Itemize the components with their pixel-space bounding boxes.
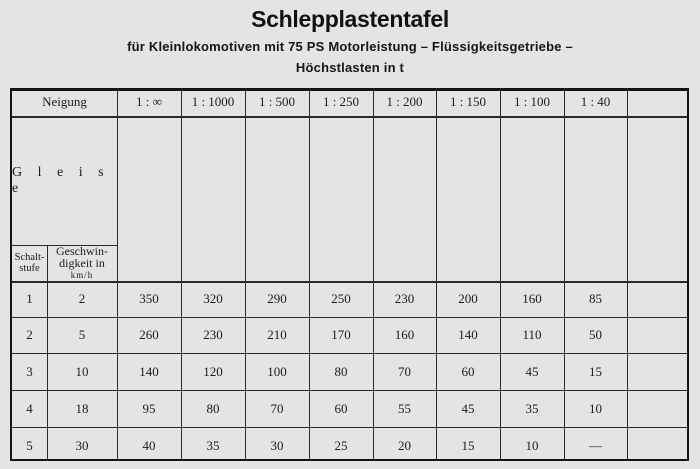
load-value-cell: 320 [203, 291, 223, 306]
gradient-header: 1 : 250 [322, 94, 360, 109]
load-value-cell: 50 [589, 327, 602, 342]
speed-cell: 18 [75, 400, 89, 416]
load-value-cell: 35 [525, 400, 539, 416]
load-value-cell: 160 [394, 327, 415, 342]
load-value-cell: 15 [589, 363, 602, 379]
gradient-header: 1 : 1000 [191, 94, 235, 109]
load-value-cell: 45 [525, 363, 539, 379]
load-value-cell [627, 317, 691, 353]
load-value-cell: 290 [267, 291, 287, 306]
load-value-cell: 260 [139, 327, 159, 342]
load-value-cell: 85 [589, 291, 602, 306]
header-text: stufe [19, 263, 40, 274]
load-value-cell: 100 [267, 363, 287, 379]
load-value-cell: 120 [203, 363, 223, 379]
header-text: digkeit in [59, 256, 105, 270]
neigung-label: Neigung [42, 94, 87, 109]
load-value-cell: 55 [398, 400, 411, 416]
load-value-cell: 230 [394, 291, 415, 306]
document-subtitle: für Kleinlokomotiven mit 75 PS Motorleistung – Flüssigkeitsgetriebe – [127, 39, 573, 54]
gradient-header: 1 : 40 [580, 94, 611, 109]
shift-stage-cell: 3 [26, 363, 33, 379]
load-value-cell: 70 [398, 363, 411, 379]
load-table [10, 88, 689, 461]
load-value-cell: 350 [139, 291, 159, 306]
schaltstufe-header [12, 245, 47, 281]
gradient-header: 1 : 200 [386, 94, 423, 109]
speed-cell: 10 [75, 363, 89, 379]
shift-stage-cell: 4 [26, 400, 33, 416]
load-value-cell: 160 [522, 291, 542, 306]
load-value-cell: 15 [461, 437, 475, 453]
load-value-cell [627, 281, 691, 317]
load-value-cell: 230 [203, 327, 223, 342]
speed-header [47, 245, 117, 281]
load-value-cell [627, 390, 691, 427]
shift-stage-cell: 5 [26, 437, 33, 453]
load-value-cell: 210 [267, 327, 287, 342]
load-value-cell: 140 [139, 363, 159, 379]
shift-stage-cell: 1 [26, 291, 33, 306]
load-value-cell [627, 353, 691, 390]
shift-stage-cell: 2 [26, 327, 33, 342]
gradient-header: 1 : 150 [449, 94, 487, 109]
load-value-cell: 60 [334, 400, 348, 416]
load-value-cell [627, 427, 691, 464]
gradient-header: 1 : 100 [513, 94, 551, 109]
header-text: km/h [70, 270, 94, 280]
load-value-cell: 60 [461, 363, 475, 379]
load-value-cell: 40 [142, 437, 156, 453]
load-value-cell: 35 [206, 437, 220, 453]
load-value-cell: 25 [334, 437, 348, 453]
speed-cell: 2 [78, 291, 86, 306]
speed-cell: 30 [75, 437, 89, 453]
load-value-cell: 140 [458, 327, 478, 342]
load-value-cell: 200 [458, 291, 478, 306]
header-text: Schalt- [14, 252, 45, 263]
load-value-cell: 10 [525, 437, 539, 453]
load-value-cell: 45 [461, 400, 475, 416]
gleise-label: G l e i s e [12, 164, 110, 196]
load-value-cell: 110 [522, 327, 542, 342]
load-value-cell: 170 [331, 327, 351, 342]
load-value-cell: 250 [331, 291, 351, 306]
document-title: Schlepplastentafel [251, 6, 449, 32]
load-value-cell: 80 [334, 363, 348, 379]
load-value-cell: — [589, 437, 602, 453]
header-text: Geschwin- [56, 244, 108, 258]
gradient-header: 1 : 500 [258, 94, 296, 109]
load-value-cell: 10 [589, 400, 602, 416]
gradient-header: 1 : ∞ [136, 94, 162, 109]
speed-cell: 5 [78, 327, 86, 342]
load-value-cell: 30 [270, 437, 284, 453]
load-value-cell: 70 [270, 400, 284, 416]
load-value-cell: 20 [398, 437, 411, 453]
document-subtitle-units: Höchstlasten in t [295, 60, 405, 75]
load-value-cell: 95 [142, 400, 156, 416]
load-value-cell: 80 [206, 400, 220, 416]
gradient-header [627, 91, 691, 113]
